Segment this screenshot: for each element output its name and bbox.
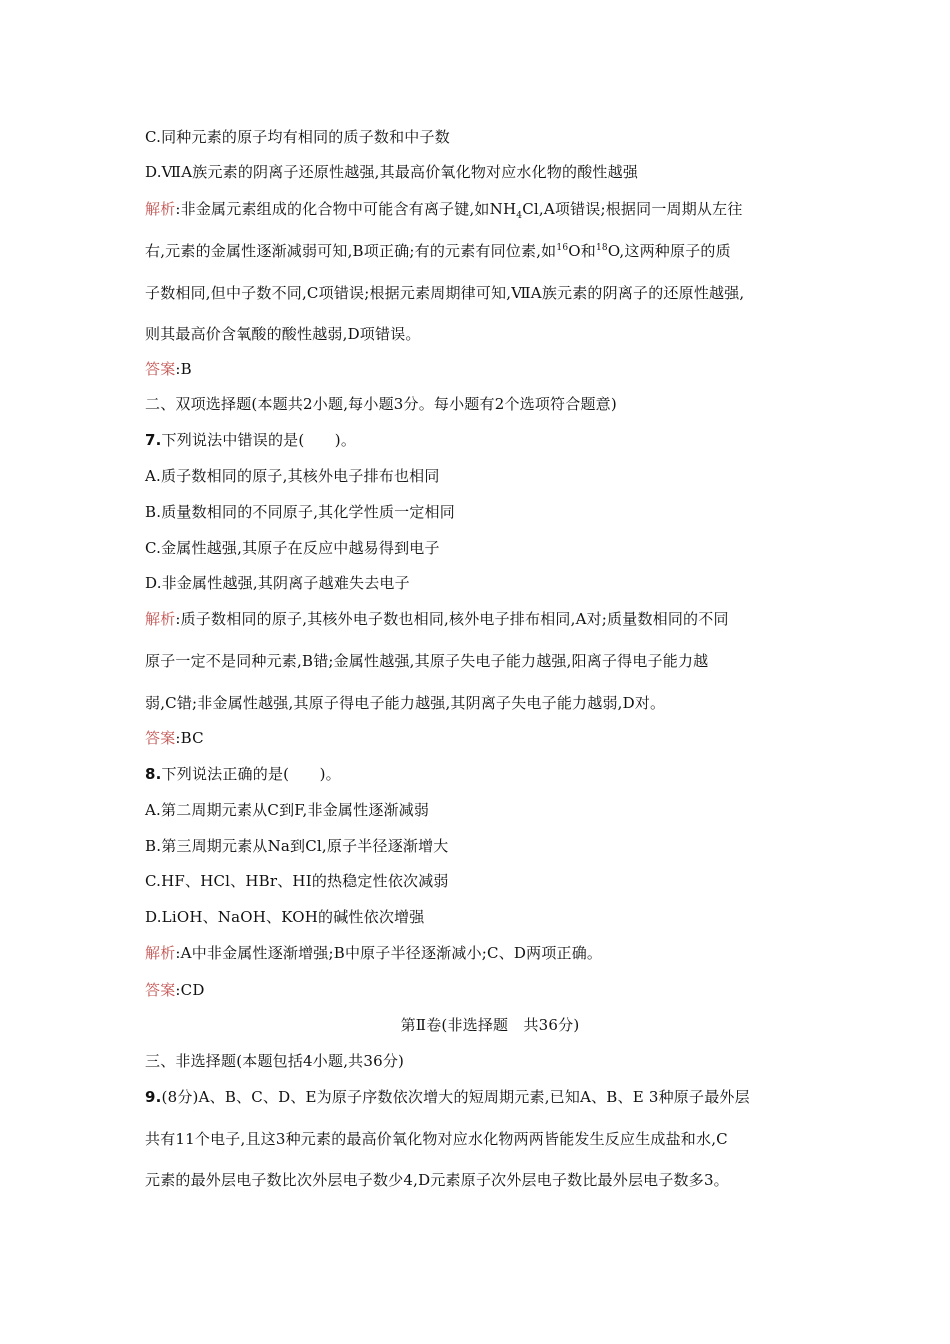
section-3-heading: 三、非选择题(本题包括4小题,共36分) [145,1052,405,1070]
q6-analysis-line-2: 右,元素的金属性逐渐减弱可知,B项正确;有的元素有同位素,如$^{16}$O和$^{18}$O,这两种原子的质 [145,242,731,260]
q7-option-a: A.质子数相同的原子,其核外电子排布也相同 [145,467,440,485]
section-2-heading: 二、双项选择题(本题共2小题,每小题3分。每小题有2个选项符合题意) [145,395,617,413]
question-number: 9. [145,1088,162,1106]
part-2-title: 第Ⅱ卷(非选择题 共36分) [400,1016,580,1034]
analysis-label: 解析 [145,944,176,962]
q6-analysis-line-3: 子数相同,但中子数不同,C项错误;根据元素周期律可知,ⅦA族元素的阴离子的还原性越强, [145,284,745,302]
question-number: 8. [145,765,162,783]
q8-answer: 答案:CD [145,981,205,999]
q7-analysis-line-3: 弱,C错;非金属性越强,其原子得电子能力越强,其阴离子失电子能力越弱,D对。 [145,694,666,712]
question-number: 7. [145,431,162,449]
answer-label: 答案 [145,981,176,999]
q8-option-c: C.HF、HCl、HBr、HI的热稳定性依次减弱 [145,872,449,890]
analysis-label: 解析 [145,200,176,218]
q8-analysis: 解析:A中非金属性逐渐增强;B中原子半径逐渐减小;C、D两项正确。 [145,944,603,962]
q6-answer: 答案:B [145,360,192,378]
q7-stem: 7.下列说法中错误的是( )。 [145,431,357,449]
answer-label: 答案 [145,360,176,378]
q7-option-b: B.质量数相同的不同原子,其化学性质一定相同 [145,503,455,521]
q8-option-a: A.第二周期元素从C到F,非金属性逐渐减弱 [145,801,430,819]
q7-answer: 答案:BC [145,729,204,747]
q8-option-d: D.LiOH、NaOH、KOH的碱性依次增强 [145,908,425,926]
q8-stem: 8.下列说法正确的是( )。 [145,765,341,783]
q7-option-c: C.金属性越强,其原子在反应中越易得到电子 [145,539,440,557]
q6-option-c: C.同种元素的原子均有相同的质子数和中子数 [145,128,450,146]
answer-label: 答案 [145,729,176,747]
q6-option-d: D.ⅦA族元素的阴离子还原性越强,其最高价氧化物对应水化物的酸性越强 [145,163,639,181]
q9-line-2: 共有11个电子,且这3种元素的最高价氧化物对应水化物两两皆能发生反应生成盐和水,C [145,1130,728,1148]
q9-line-3: 元素的最外层电子数比次外层电子数少4,D元素原子次外层电子数比最外层电子数多3。 [145,1171,729,1189]
q6-analysis-line-4: 则其最高价含氧酸的酸性越弱,D项错误。 [145,325,421,343]
q8-option-b: B.第三周期元素从Na到Cl,原子半径逐渐增大 [145,837,449,855]
q9-line-1: 9.(8分)A、B、C、D、E为原子序数依次增大的短周期元素,已知A、B、E 3种原子最外层 [145,1088,750,1106]
q7-analysis-line-1: 解析:质子数相同的原子,其核外电子数也相同,核外电子排布相同,A对;质量数相同的不同 [145,610,729,628]
q7-option-d: D.非金属性越强,其阴离子越难失去电子 [145,574,410,592]
q6-analysis-line-1: 解析:非金属元素组成的化合物中可能含有离子键,如$NH_4Cl,A$项错误;根据同一周期从左往 [145,200,743,221]
analysis-label: 解析 [145,610,176,628]
q7-analysis-line-2: 原子一定不是同种元素,B错;金属性越强,其原子失电子能力越强,阳离子得电子能力越 [145,652,709,670]
